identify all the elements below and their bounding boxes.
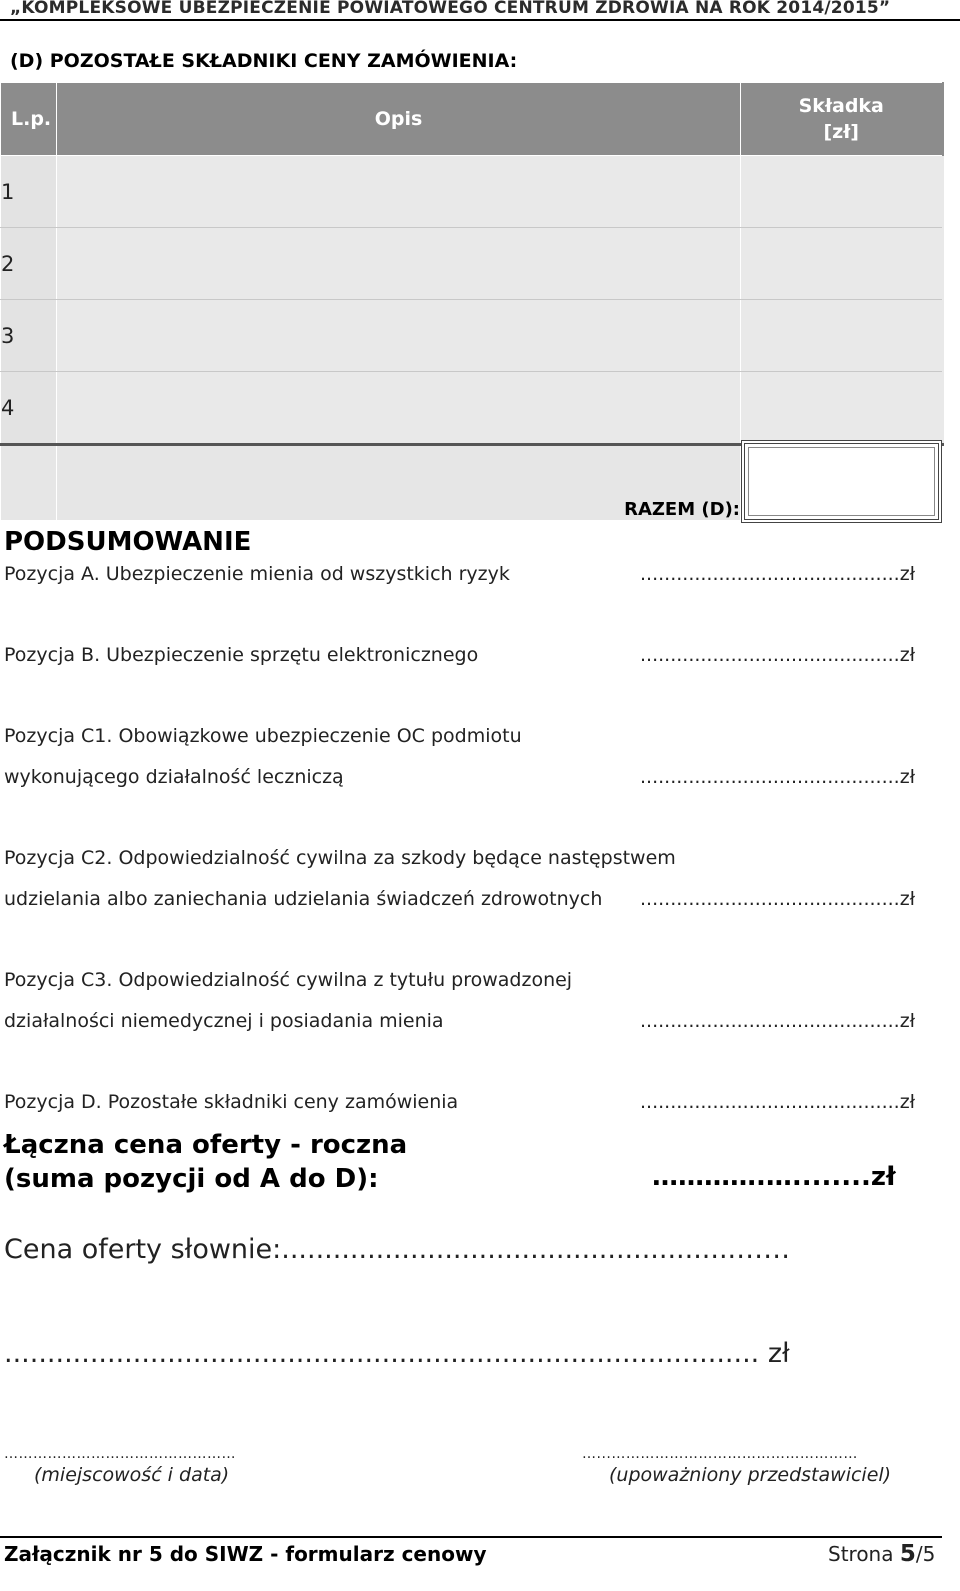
column-header-lp: L.p. — [1, 83, 57, 156]
row-number: 2 — [1, 228, 57, 300]
document-title: „KOMPLEKSOWE UBEZPIECZENIE POWIATOWEGO CENTRUM ZDROWIA NA ROK 2014/2015” — [10, 0, 891, 18]
grand-total-value[interactable]: ………….…........zł — [652, 1162, 896, 1192]
row-premium-field[interactable] — [741, 372, 943, 445]
footer-attachment-label: Załącznik nr 5 do SIWZ - formularz cenowy — [4, 1542, 487, 1566]
summary-item-c3-label: Pozycja C3. Odpowiedzialność cywilna z tytułu prowadzonej — [4, 969, 573, 991]
total-cell — [741, 445, 943, 521]
summary-item-c2-value[interactable]: ...........................................zł — [640, 888, 916, 910]
column-header-opis: Opis — [57, 83, 741, 156]
summary-item-c3-label-line2: działalności niemedycznej i posiadania mienia — [4, 1010, 444, 1032]
summary-item-c2-label-line2: udzielania albo zaniechania udzielania świadczeń zdrowotnych — [4, 888, 603, 910]
price-table — [0, 82, 944, 521]
row-description-field[interactable] — [57, 228, 741, 300]
summary-item-d-label: Pozycja D. Pozostałe składniki ceny zamówienia — [4, 1091, 459, 1113]
row-description-field[interactable] — [57, 300, 741, 372]
summary-item-b-label: Pozycja B. Ubezpieczenie sprzętu elektronicznego — [4, 644, 479, 666]
summary-item-c1-label: Pozycja C1. Obowiązkowe ubezpieczenie OC podmiotu — [4, 725, 522, 747]
column-header-skladka — [741, 83, 943, 156]
summary-item-c2-label: Pozycja C2. Odpowiedzialność cywilna za szkody będące następstwem — [4, 847, 676, 869]
row-number: 1 — [1, 156, 57, 228]
row-premium-field[interactable] — [741, 156, 943, 228]
table-row — [1, 372, 943, 445]
row-premium-field[interactable] — [741, 300, 943, 372]
summary-item-c1-label-line2: wykonującego działalność leczniczą — [4, 766, 344, 788]
table-row — [1, 300, 943, 372]
table-row — [1, 228, 943, 300]
row-description-field[interactable] — [57, 372, 741, 445]
price-in-words-field[interactable]: Cena oferty słownie:.....................................................…… — [4, 1234, 791, 1265]
summary-item-c1-value[interactable]: ...........................................zł — [640, 766, 916, 788]
place-date-caption: (miejscowość i data) — [34, 1464, 230, 1486]
table-header-row — [1, 83, 943, 156]
grand-total-label-line2: (suma pozycji od A do D): — [4, 1164, 379, 1194]
summary-title: PODSUMOWANIE — [4, 527, 252, 557]
row-description-field[interactable] — [57, 156, 741, 228]
table-row — [1, 156, 943, 228]
header-divider — [0, 19, 960, 21]
summary-item-d-value[interactable]: ...........................................zł — [640, 1091, 916, 1113]
row-number: 3 — [1, 300, 57, 372]
summary-item-b-value[interactable]: ...........................................zł — [640, 644, 916, 666]
column-header-skladka-line1: Składka — [798, 95, 884, 117]
total-value-field[interactable] — [741, 440, 942, 523]
summary-item-a-value[interactable]: ...........................................zł — [640, 563, 916, 585]
price-in-words-line2[interactable]: ........................................................................................ zł — [4, 1338, 790, 1369]
footer-divider — [0, 1536, 942, 1538]
document-header — [0, 0, 960, 22]
page-total: /5 — [915, 1542, 936, 1566]
summary-item-c3-value[interactable]: ...........................................zł — [640, 1010, 916, 1032]
table-total-row — [1, 445, 943, 521]
page-number — [828, 1541, 935, 1567]
grand-total-label: Łączna cena oferty - roczna — [4, 1130, 408, 1160]
row-number: 4 — [1, 372, 57, 445]
column-header-skladka-line2: [zł] — [823, 121, 859, 143]
place-date-field[interactable]: ………………………………………… — [4, 1446, 236, 1462]
representative-signature-field[interactable]: …...…………………………………………… — [582, 1446, 858, 1462]
page-current: 5 — [899, 1541, 916, 1567]
total-row-spacer — [1, 445, 57, 521]
section-title: (D) POZOSTAŁE SKŁADNIKI CENY ZAMÓWIENIA: — [10, 50, 518, 72]
row-premium-field[interactable] — [741, 228, 943, 300]
total-label: RAZEM (D): — [57, 445, 741, 521]
representative-caption: (upoważniony przedstawiciel) — [609, 1464, 892, 1486]
summary-item-a-label: Pozycja A. Ubezpieczenie mienia od wszystkich ryzyk — [4, 563, 510, 585]
page-prefix: Strona — [828, 1542, 900, 1566]
